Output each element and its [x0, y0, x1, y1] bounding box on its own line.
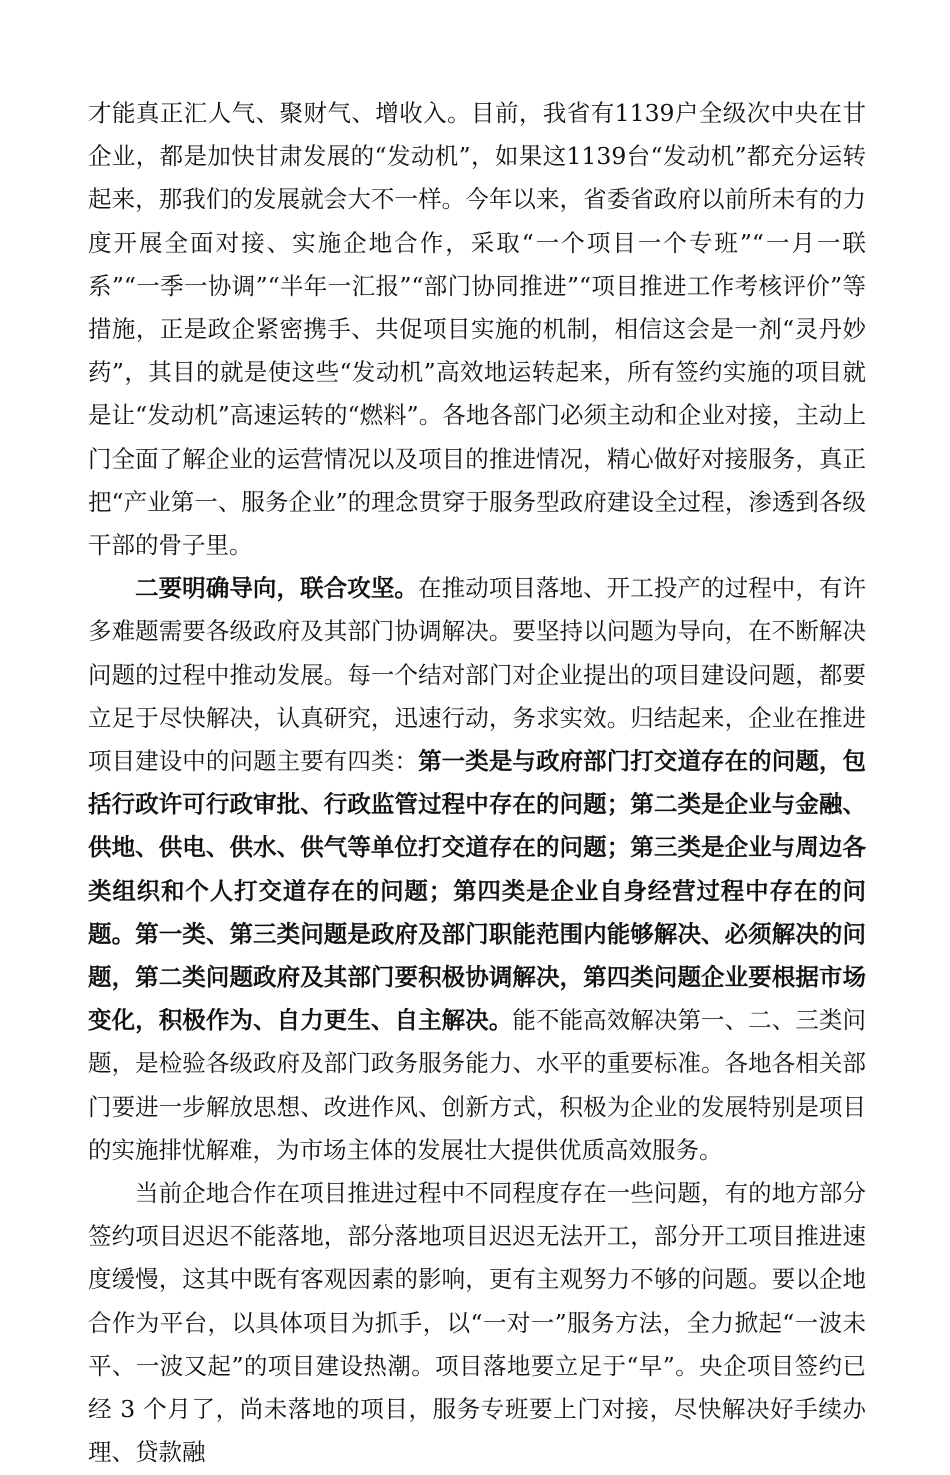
- paragraph-text: 才能真正汇人气、聚财气、增收入。目前，我省有1139户全级次中央在甘企业，都是加快甘肃发展的“发动机”，如果这1139台“发动机”都充分运转起来，那我们的发展就会大不一样。今年以来，省委省政府以前所未有的力度开展全面对接、实施企地合作，采取“一个项目一个专班”“一月一联系”“一季一协调”“半年一汇报”“部门协同推进”“项目推进工作考核评价”等措施，正是政企紧密携手、共促项目实施的机制，相信这会是一剂“灵丹妙药”，其目的就是使这些“发动机”高效地运转起来，所有签约实施的项目就是让“发动机”高速运转的“燃料”。各地各部门必须主动和企业对接，主动上门全面了解企业的运营情况以及项目的推进情况，精心做好对接服务，真正把“产业第一、服务企业”的理念贯穿于服务型政府建设全过程，渗透到各级干部的骨子里。: [88, 99, 866, 560]
- paragraph-text: 当前企地合作在项目推进过程中不同程度存在一些问题，有的地方部分签约项目迟迟不能落地，部分落地项目迟迟无法开工，部分开工项目推进速度缓慢，这其中既有客观因素的影响，更有主观努力不够的问题。要以企地合作为平台，以具体项目为抓手，以“一对一”服务方法，全力掀起“一波未平、一波又起”的项目建设热潮。项目落地要立足于“早”。央企项目签约已经 3 个月了，尚未落地的项目，服务专班要上门对接，尽快解决好手续办理、贷款融: [88, 1179, 866, 1467]
- section-heading-inline: 二要明确导向，联合攻坚。: [135, 574, 418, 603]
- paragraph-current-issues: [88, 1172, 866, 1474]
- paragraph-text: 能不能高效解决第一、二、三类问题，是检验各级政府及部门政务服务能力、水平的重要标准。各地各相关部门要进一步解放思想、改进作风、创新方式，积极为企业的发展特别是项目的实施排忧解难，为市场主体的发展壮大提供优质高效服务。: [88, 1006, 866, 1164]
- paragraph-bold-text: 第一类是与政府部门打交道存在的问题，包括行政许可行政审批、行政监管过程中存在的问题；第二类是企业与金融、供地、供电、供水、供气等单位打交道存在的问题；第三类是企业与周边各类组织和个人打交道存在的问题；第四类是企业自身经营过程中存在的问题。第一类、第三类问题是政府及部门职能范围内能够解决、必须解决的问题，第二类问题政府及其部门要积极协调解决，第四类问题企业要根据市场变化，积极作为、自力更生、自主解决。: [88, 747, 866, 1035]
- paragraph-text: 在推动项目落地、开工投产的过程中，有许多难题需要各级政府及其部门协调解决。要坚持以问题为导向，在不断解决问题的过程中推动发展。每一个结对部门对企业提出的项目建设问题，都要立足于尽快解决，认真研究，迅速行动，务求实效。归结起来，企业在推进项目建设中的问题主要有四类：: [88, 574, 866, 776]
- document-body: [88, 92, 866, 1475]
- paragraph-joint-effort: [88, 567, 866, 1172]
- paragraph-continued: [88, 92, 866, 567]
